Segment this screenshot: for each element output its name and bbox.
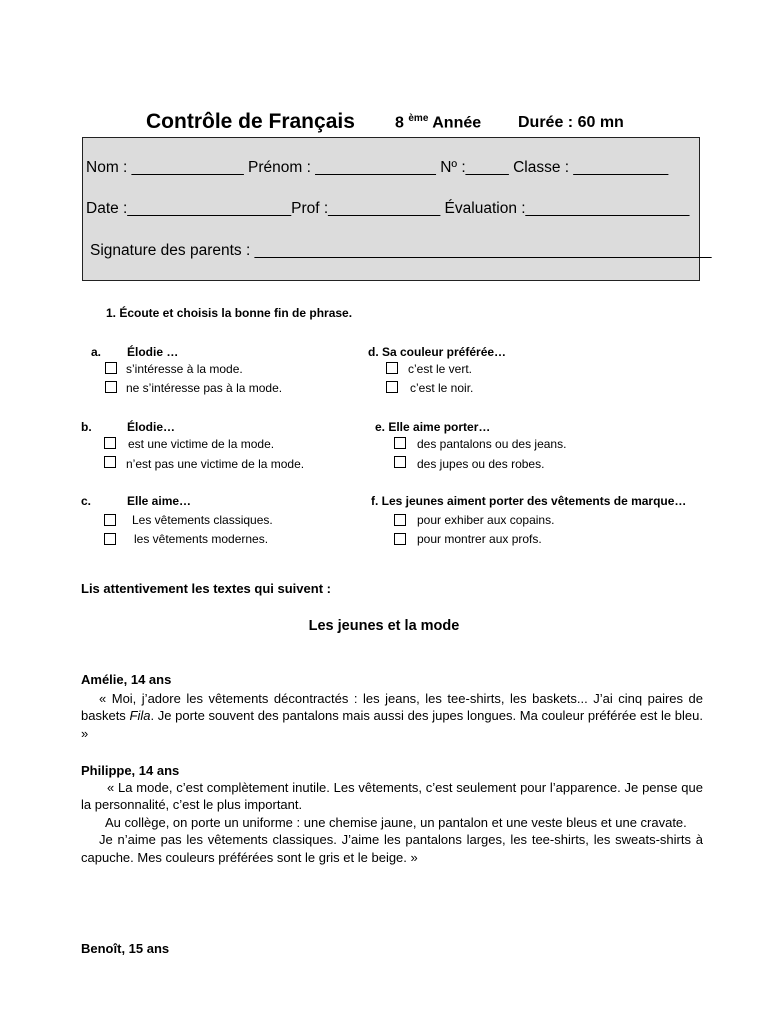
option-d-1: c’est le vert. — [408, 362, 473, 376]
grade-superscript: ème — [408, 113, 429, 124]
student-info-box — [82, 137, 712, 281]
option-b-2: n’est pas une victime de la mode. — [126, 457, 305, 471]
text-amelie — [81, 690, 703, 742]
item-a-stem: Élodie … — [127, 345, 179, 359]
checkbox-f-2[interactable] — [394, 533, 406, 545]
checkbox-b-2[interactable] — [104, 456, 116, 468]
reading-title: Les jeunes et la mode — [308, 618, 460, 634]
option-e-1: des pantalons ou des jeans. — [417, 437, 567, 451]
exam-duration: Durée : 60 mn — [518, 114, 624, 131]
grade-word: Année — [432, 114, 482, 132]
checkbox-b-1[interactable] — [104, 437, 116, 449]
checkbox-c-2[interactable] — [104, 533, 116, 545]
item-e-stem: e. Elle aime porter… — [375, 420, 491, 434]
option-a-1: s’intéresse à la mode. — [126, 362, 243, 376]
checkbox-e-1[interactable] — [394, 437, 406, 449]
author-amelie: Amélie, 14 ans — [81, 672, 172, 687]
checkbox-c-1[interactable] — [104, 514, 116, 526]
option-c-1: Les vêtements classiques. — [132, 513, 273, 527]
checkbox-d-1[interactable] — [386, 362, 398, 374]
author-benoit: Benoît, 15 ans — [81, 941, 170, 956]
checkbox-e-2[interactable] — [394, 456, 406, 468]
item-b-stem: Élodie… — [127, 420, 176, 434]
item-a-letter: a. — [91, 345, 102, 359]
option-e-2: des jupes ou des robes. — [417, 457, 545, 471]
checkbox-a-1[interactable] — [105, 362, 117, 374]
checkbox-f-1[interactable] — [394, 514, 406, 526]
checkbox-d-2[interactable] — [386, 381, 398, 393]
item-c-stem: Elle aime… — [127, 494, 192, 508]
text-philippe — [81, 779, 703, 866]
option-c-2: les vêtements modernes. — [134, 532, 269, 546]
text-amelie-part1: « Moi, j’adore les vêtements décontractés : les jeans, les tee-shirts, les baskets... J’ai cinq paires de baskets — [81, 691, 703, 724]
date-line[interactable]: Date :___________________Prof :_____________ Évaluation :___________________ — [86, 200, 690, 217]
grade-number: 8 — [395, 114, 404, 132]
name-line[interactable]: Nom : _____________ Prénom : ______________ Nº :_____ Classe : ___________ — [86, 159, 669, 176]
item-d-stem: d. Sa couleur préférée… — [368, 345, 507, 359]
text-philippe-p3: Je n’aime pas les vêtements classiques. J’aime les pantalons larges, les tee-shirts, les sweats-shirts à capuche. Mes couleurs préférées sont le gris et le beige. » — [81, 832, 703, 865]
reading-instruction: Lis attentivement les textes qui suivent : — [81, 581, 331, 596]
item-b-letter: b. — [81, 420, 92, 434]
text-amelie-brand: Fila — [129, 708, 151, 724]
item-f-stem: f. Les jeunes aiment porter des vêtements de marque… — [371, 494, 687, 508]
text-philippe-p1: « La mode, c’est complètement inutile. Les vêtements, c’est seulement pour l’apparence. Je pense que la personnalité, c’est le plus important. — [81, 780, 703, 813]
checkbox-a-2[interactable] — [105, 381, 117, 393]
exam-title: Contrôle de Français — [146, 110, 355, 133]
option-b-1: est une victime de la mode. — [128, 437, 275, 451]
option-f-2: pour montrer aux profs. — [417, 532, 542, 546]
exercise1-instruction: 1. Écoute et choisis la bonne fin de phrase. — [106, 306, 353, 320]
option-d-2: c’est le noir. — [410, 381, 474, 395]
author-philippe: Philippe, 14 ans — [81, 763, 180, 778]
option-f-1: pour exhiber aux copains. — [417, 513, 555, 527]
text-amelie-part2: . Je porte souvent des pantalons mais aussi des jupes longues. Ma couleur préférée est le bleu. » — [81, 708, 703, 741]
item-c-letter: c. — [81, 494, 92, 508]
grade-level — [395, 113, 481, 132]
option-a-2: ne s’intéresse pas à la mode. — [126, 381, 283, 395]
parent-signature-line[interactable]: Signature des parents : _____________________________________________________ — [90, 242, 712, 259]
text-philippe-p2: Au collège, on porte un uniforme : une chemise jaune, un pantalon et une veste bleus et une cravate. — [105, 814, 687, 830]
